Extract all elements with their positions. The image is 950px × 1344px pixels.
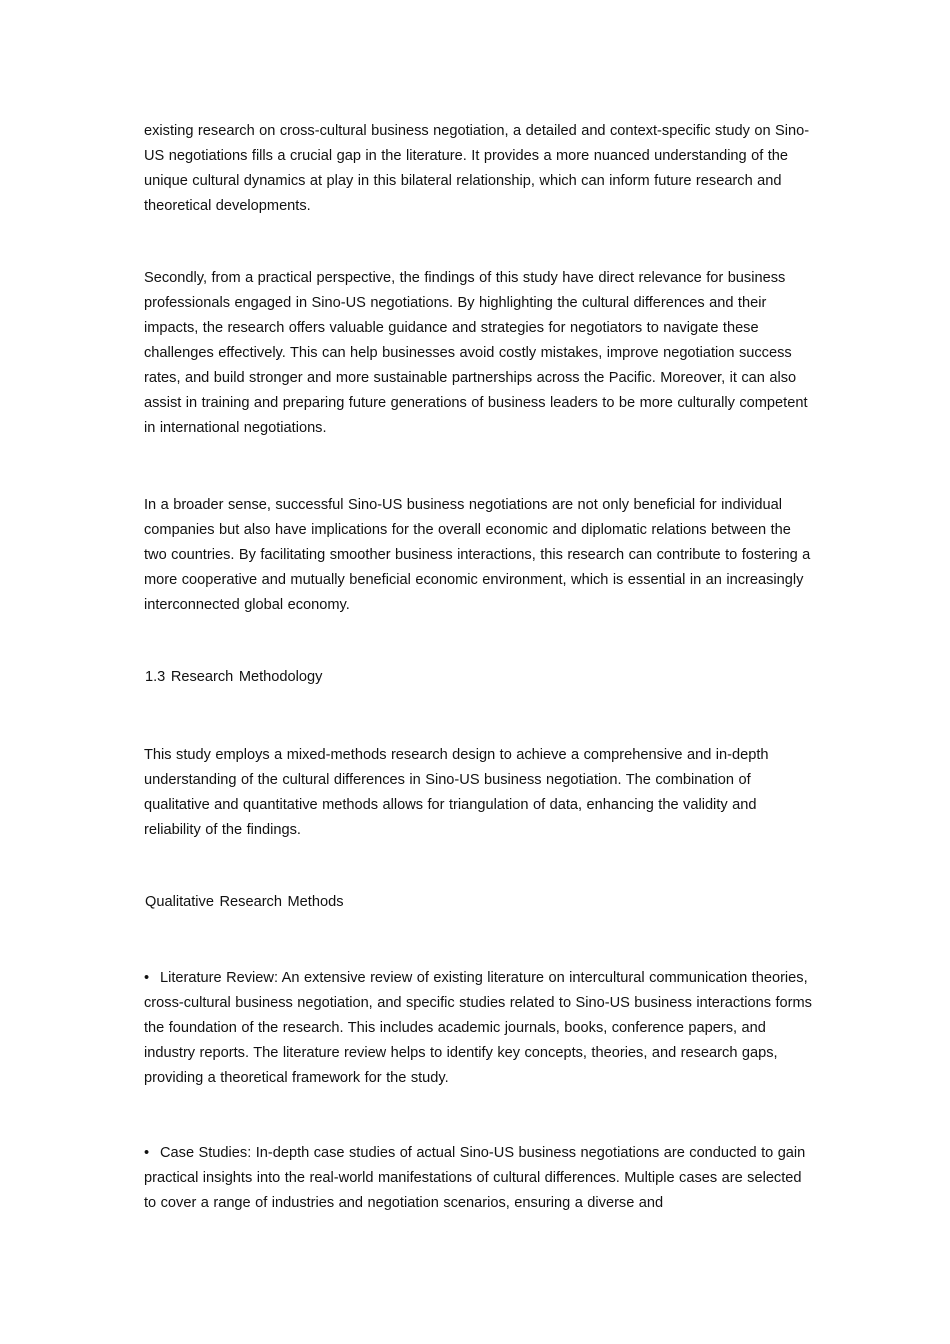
bullet-text: Literature Review: An extensive review of existing literature on intercultural communication theories, cross-cultural business negotiation, and specific studies related to Sino-US business interactions forms the foundation of the research. This includes academic journals, books, conference papers, and industry reports. The literature review helps to identify key concepts, theories, and research gaps, providing a theoretical framework for the study. — [144, 970, 812, 1086]
body-paragraph: In a broader sense, successful Sino-US business negotiations are not only beneficial for individual companies but also have implications for the overall economic and diplomatic relations between the two countries. By facilitating smoother business interactions, this research can contribute to fostering a more cooperative and mutually beneficial economic environment, which is essential in an increasingly interconnected global economy. — [144, 497, 811, 613]
bullet-item — [144, 966, 816, 1091]
subsection-heading: Qualitative Research Methods — [145, 894, 344, 910]
body-paragraph: This study employs a mixed-methods research design to achieve a comprehensive and in-depth understanding of the cultural differences in Sino-US business negotiation. The combination of qualitative and quantitative methods allows for triangulation of data, enhancing the validity and reliability of the findings. — [144, 747, 769, 838]
bullet-icon: • — [144, 1145, 150, 1161]
body-paragraph: Secondly, from a practical perspective, the findings of this study have direct relevance for business professionals engaged in Sino-US negotiations. By highlighting the cultural differences and their impacts, the research offers valuable guidance and strategies for negotiators to navigate these challenges effectively. This can help businesses avoid costly mistakes, improve negotiation success rates, and build stronger and more sustainable partnerships across the Pacific. Moreover, it can also assist in training and preparing future generations of business leaders to be more culturally competent in international negotiations. — [144, 270, 808, 436]
bullet-text: Case Studies: In-depth case studies of actual Sino-US business negotiations are conducted to gain practical insights into the real-world manifestations of cultural differences. Multiple cases are selected to cover a range of industries and negotiation scenarios, ensuring a diverse and — [144, 1145, 806, 1211]
body-paragraph: existing research on cross-cultural business negotiation, a detailed and context-specific study on Sino-US negotiations fills a crucial gap in the literature. It provides a more nuanced understanding of the unique cultural dynamics at play in this bilateral relationship, which can inform future research and theoretical developments. — [144, 123, 810, 214]
section-heading: 1.3 Research Methodology — [145, 669, 323, 685]
bullet-icon: • — [144, 970, 150, 986]
bullet-item — [144, 1141, 816, 1216]
